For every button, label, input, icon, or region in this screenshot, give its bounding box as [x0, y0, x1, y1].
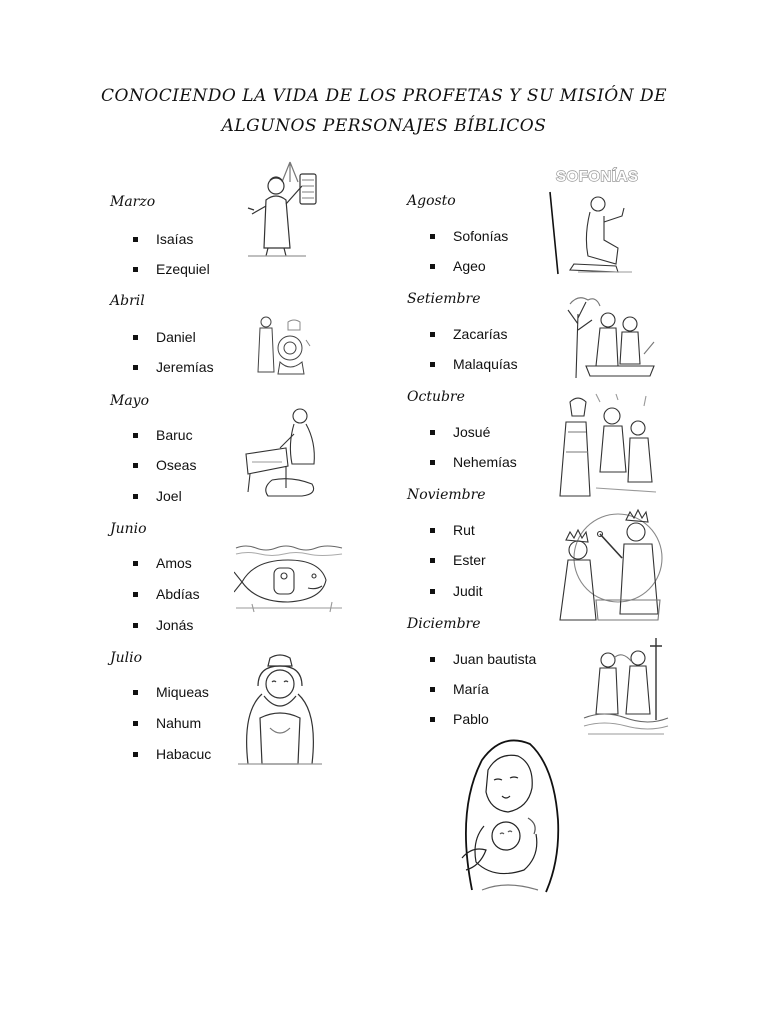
list-item: Judit	[453, 583, 483, 599]
baptism-icon	[582, 636, 670, 736]
month-diciembre: Diciembre	[407, 616, 481, 632]
list-item: Habacuc	[156, 746, 212, 762]
list-item: Rut	[453, 522, 475, 538]
list-item: Ester	[453, 552, 486, 568]
sofonias-logo-text: SOFONÍAS	[556, 168, 639, 185]
list-item: Malaquías	[453, 356, 518, 372]
list-item: Nahum	[156, 715, 202, 731]
list-item: Abdías	[156, 586, 200, 602]
month-octubre: Octubre	[407, 389, 465, 405]
prophet-scroll-icon	[244, 160, 328, 258]
month-julio: Julio	[110, 650, 143, 666]
document-title-line-1: CONOCIENDO LA VIDA DE LOS PROFETAS Y SU MISIÓN DE	[100, 86, 668, 106]
josue-crowd-icon	[556, 392, 658, 500]
month-junio: Junio	[110, 521, 147, 537]
list-item: Josué	[453, 424, 491, 440]
list-item: Daniel	[156, 329, 196, 345]
list-item: Zacarías	[453, 326, 508, 342]
list-item: Oseas	[156, 457, 197, 473]
list-item: Sofonías	[453, 228, 509, 244]
list-item: Baruc	[156, 427, 193, 443]
list-item: María	[453, 681, 489, 697]
list-item: Amos	[156, 555, 192, 571]
month-noviembre: Noviembre	[407, 487, 486, 503]
month-marzo: Marzo	[110, 194, 156, 210]
list-item: Ezequiel	[156, 261, 210, 277]
list-item: Jonás	[156, 617, 194, 633]
sofonias-kneeling-icon	[548, 186, 644, 280]
month-mayo: Mayo	[110, 393, 150, 409]
list-item: Miqueas	[156, 684, 209, 700]
list-item: Jeremías	[156, 359, 214, 375]
jonah-whale-icon	[234, 542, 344, 614]
month-abril: Abril	[110, 293, 145, 309]
ester-king-icon	[556, 504, 666, 622]
list-item: Pablo	[453, 711, 489, 727]
sofonias-logo	[552, 164, 644, 186]
document-title-line-2: ALGUNOS PERSONAJES BÍBLICOS	[221, 116, 547, 136]
list-item: Juan bautista	[453, 651, 537, 667]
list-item: Isaías	[156, 231, 194, 247]
baruc-writing-icon	[242, 404, 326, 498]
mary-child-icon	[442, 730, 568, 896]
list-item: Joel	[156, 488, 182, 504]
list-item: Nehemías	[453, 454, 517, 470]
zacarias-tree-icon	[566, 294, 658, 380]
list-item: Ageo	[453, 258, 486, 274]
month-agosto: Agosto	[407, 193, 456, 209]
month-setiembre: Setiembre	[407, 291, 481, 307]
daniel-lion-icon	[248, 312, 314, 378]
prophet-bust-icon	[234, 652, 326, 766]
